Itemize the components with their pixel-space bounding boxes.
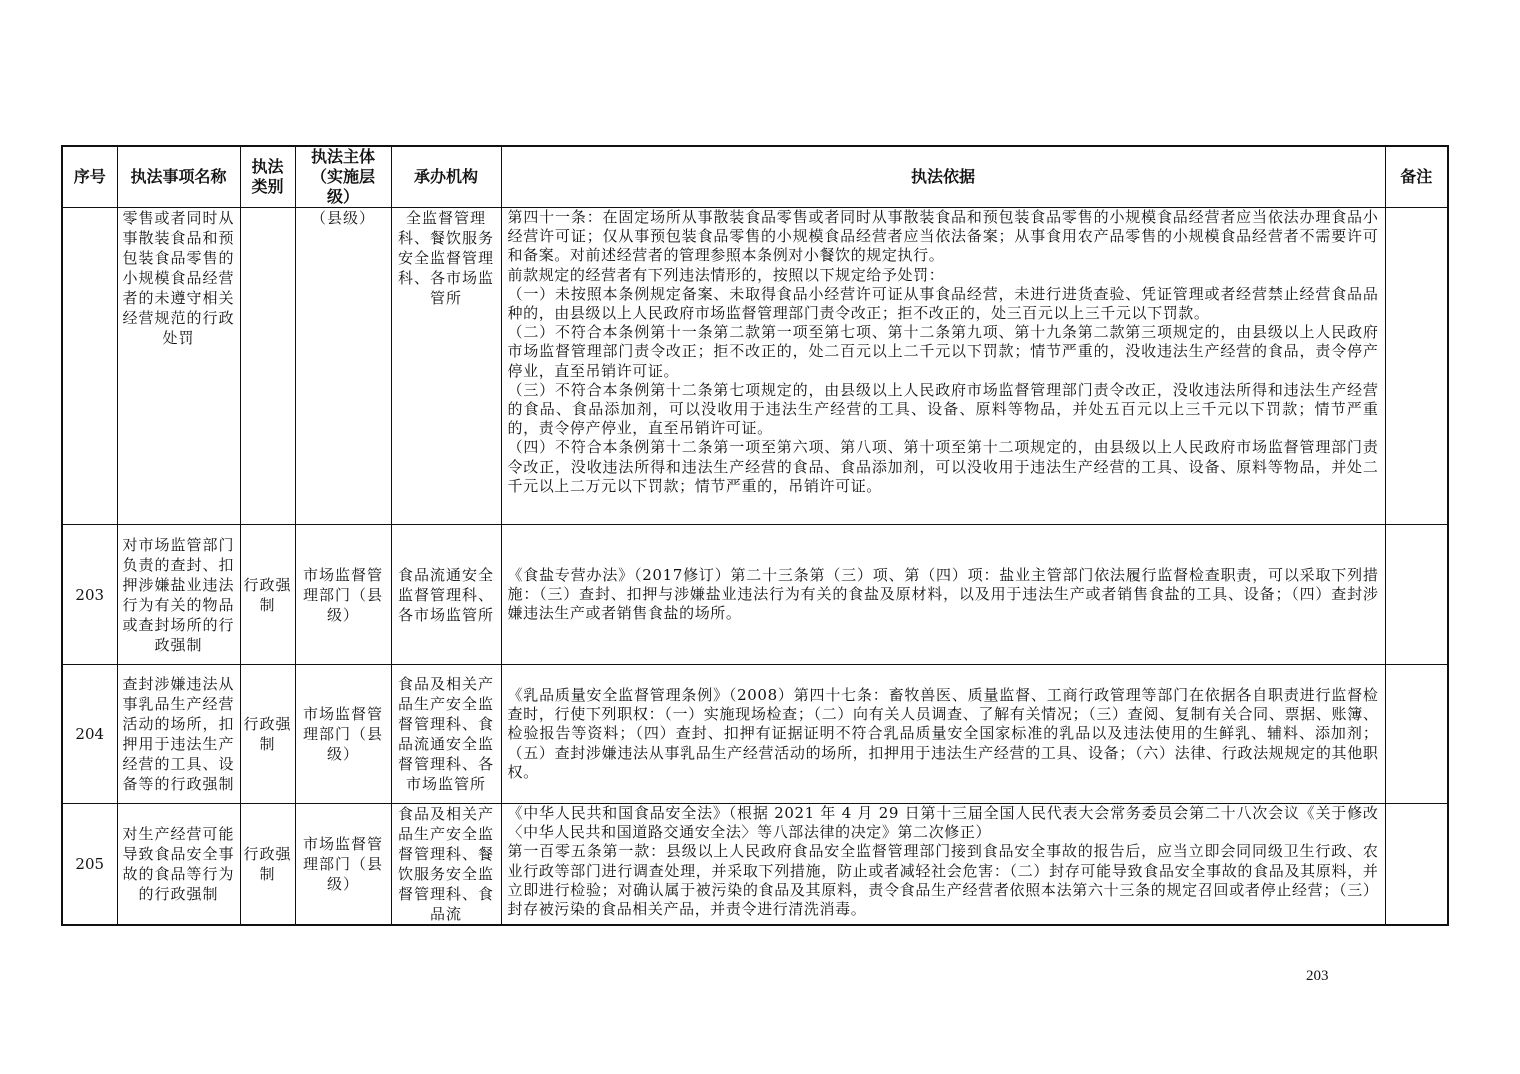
header-seq: 序号	[62, 146, 117, 208]
cell-seq: 203	[62, 525, 117, 665]
header-name: 执法事项名称	[117, 146, 240, 208]
cell-name	[117, 804, 240, 926]
cell-basis	[501, 208, 1385, 525]
cell-name-text: 对生产经营可能导致食品安全事故的食品等行为的行政强制	[122, 825, 235, 903]
cell-subject	[295, 208, 391, 525]
table-row	[62, 804, 1448, 926]
cell-note	[1385, 804, 1448, 926]
basis-paragraph: 第一百零五条第一款：县级以上人民政府食品安全监督管理部门接到食品安全事故的报告后，应当立即会同同级卫生行政、农业行政等部门进行调查处理，并采取下列措施，防止或者减轻社会危害：（二）封存可能导致食品安全事故的食品及其原料，并立即进行检验；对确认属于被污染的食品及其原料，责令食品生产经营者依照本法第六十三条的规定召回或者停止经营；（三）封存被污染的食品相关产品，并责令进行清洗消毒。	[507, 842, 1379, 919]
header-row	[62, 146, 1448, 208]
cell-note	[1385, 665, 1448, 804]
cell-subject	[295, 804, 391, 926]
cell-subject-text: 市场监督管理部门（县级）	[302, 705, 383, 763]
cell-org	[391, 804, 501, 926]
header-note: 备注	[1385, 146, 1448, 208]
basis-paragraph: 《乳品质量安全监督管理条例》（2008）第四十七条：畜牧兽医、质量监督、工商行政管理等部门在依据各自职责进行监督检查时，行使下列职权：（一）实施现场检查；（二）向有关人员调查、了解有关情况；（三）查阅、复制有关合同、票据、账簿、检验报告等资料；（四）查封、扣押有证据证明不符合乳品质量安全国家标准的乳品以及违法使用的生鲜乳、辅料、添加剂；（五）查封涉嫌违法从事乳品生产经营活动的场所，扣押用于违法生产经营的工具、设备；（六）法律、行政法规规定的其他职权。	[507, 685, 1379, 781]
cell-name	[117, 665, 240, 804]
cell-type-text: 行政强制	[243, 845, 292, 883]
cell-subject-text: 市场监督管理部门（县级）	[302, 565, 383, 624]
cell-name	[117, 208, 240, 525]
cell-name-text: 对市场监管部门负责的查封、扣押涉嫌盐业违法行为有关的物品或查封场所的行政强制	[122, 535, 235, 654]
cell-type-text: 行政强制	[243, 575, 292, 614]
basis-paragraph: （四）不符合本条例第十二条第一项至第六项、第八项、第十项至第十二项规定的，由县级以上人民政府市场监督管理部门责令改正，没收违法所得和违法生产经营的食品、食品添加剂，可以没收用于违法生产经营的工具、设备、原料等物品，并处二千元以上二万元以下罚款；情节严重的，吊销许可证。	[507, 438, 1379, 495]
cell-org	[391, 525, 501, 665]
table-row	[62, 525, 1448, 665]
basis-paragraph: （二）不符合本条例第十一条第二款第一项至第七项、第十二条第九项、第十九条第二款第三项规定的，由县级以上人民政府市场监督管理部门责令改正；拒不改正的，处二百元以上二千元以下罚款；情节严重的，没收违法生产经营的食品，责令停产停业，直至吊销许可证。	[507, 323, 1379, 380]
cell-basis	[501, 665, 1385, 804]
basis-paragraph: 《食盐专营办法》（2017修订）第二十三条第（三）项、第（四）项：盐业主管部门依法履行监督检查职责，可以采取下列措施：（三）查封、扣押与涉嫌盐业违法行为有关的食盐及原材料，以及用于违法生产或者销售食盐的工具、设备；（四）查封涉嫌违法生产或者销售食盐的场所。	[507, 565, 1379, 623]
cell-org	[391, 208, 501, 525]
cell-name-text: 零售或者同时从事散装食品和预包装食品零售的小规模食品经营者的未遵守相关经营规范的行政处罚	[122, 209, 235, 347]
cell-org	[391, 665, 501, 804]
cell-org-text: 食品及相关产品生产安全监督管理科、餐饮服务安全监督管理科、食品流	[397, 805, 494, 923]
cell-subject	[295, 665, 391, 804]
cell-seq: 205	[62, 804, 117, 926]
cell-org-text: 全监督管理科、餐饮服务安全监督管理科、各市场监管所	[397, 209, 494, 307]
cell-seq	[62, 208, 117, 525]
basis-paragraph: （三）不符合本条例第十二条第七项规定的，由县级以上人民政府市场监督管理部门责令改正，没收违法所得和违法生产经营的食品、食品添加剂，可以没收用于违法生产经营的工具、设备、原料等物品，并处五百元以上三千元以下罚款；情节严重的，责令停产停业，直至吊销许可证。	[507, 380, 1379, 438]
cell-org-text: 食品流通安全监督管理科、各市场监管所	[397, 565, 494, 624]
cell-org-text: 食品及相关产品生产安全监督管理科、食品流通安全监督管理科、各市场监管所	[397, 675, 494, 793]
cell-note	[1385, 525, 1448, 665]
cell-type-text: 行政强制	[243, 715, 292, 753]
cell-subject-text: 市场监督管理部门（县级）	[302, 835, 383, 893]
cell-basis	[501, 525, 1385, 665]
table-row	[62, 208, 1448, 525]
cell-type	[240, 804, 295, 926]
table-row	[62, 665, 1448, 804]
cell-subject	[295, 525, 391, 665]
basis-paragraph: 第四十一条：在固定场所从事散装食品零售或者同时从事散装食品和预包装食品零售的小规模食品经营者应当依法办理食品小经营许可证；仅从事预包装食品零售的小规模食品经营者应当依法备案；从事食用农产品零售的小规模食品经营者不需要许可和备案。对前述经营者的管理参照本条例对小餐饮的规定执行。	[507, 208, 1379, 265]
header-subject: 执法主体 （实施层 级）	[295, 146, 391, 208]
cell-type	[240, 665, 295, 804]
basis-paragraph: 《中华人民共和国食品安全法》（根据 2021 年 4 月 29 日第十三届全国人民代表大会常务委员会第二十八次会议《关于修改〈中华人民共和国道路交通安全法〉等八部法律的决定》第二次修正）	[507, 804, 1379, 842]
cell-basis	[501, 804, 1385, 926]
cell-seq: 204	[62, 665, 117, 804]
cell-subject-text: （县级）	[310, 209, 375, 227]
cell-type	[240, 525, 295, 665]
enforcement-table	[61, 145, 1449, 926]
cell-type	[240, 208, 295, 525]
basis-paragraph: （一）未按照本条例规定备案、未取得食品小经营许可证从事食品经营，未进行进货查验、凭证管理或者经营禁止经营食品品种的，由县级以上人民政府市场监督管理部门责令改正；拒不改正的，处三百元以上三千元以下罚款。	[507, 284, 1379, 323]
cell-name-text: 查封涉嫌违法从事乳品生产经营活动的场所，扣押用于违法生产经营的工具、设备等的行政强制	[122, 675, 235, 793]
header-basis: 执法依据	[501, 146, 1385, 208]
basis-paragraph: 前款规定的经营者有下列违法情形的，按照以下规定给予处罚：	[507, 265, 945, 284]
cell-name	[117, 525, 240, 665]
header-org: 承办机构	[391, 146, 501, 208]
cell-note	[1385, 208, 1448, 525]
header-type: 执法 类别	[240, 146, 295, 208]
page-number: 203	[1306, 968, 1329, 984]
